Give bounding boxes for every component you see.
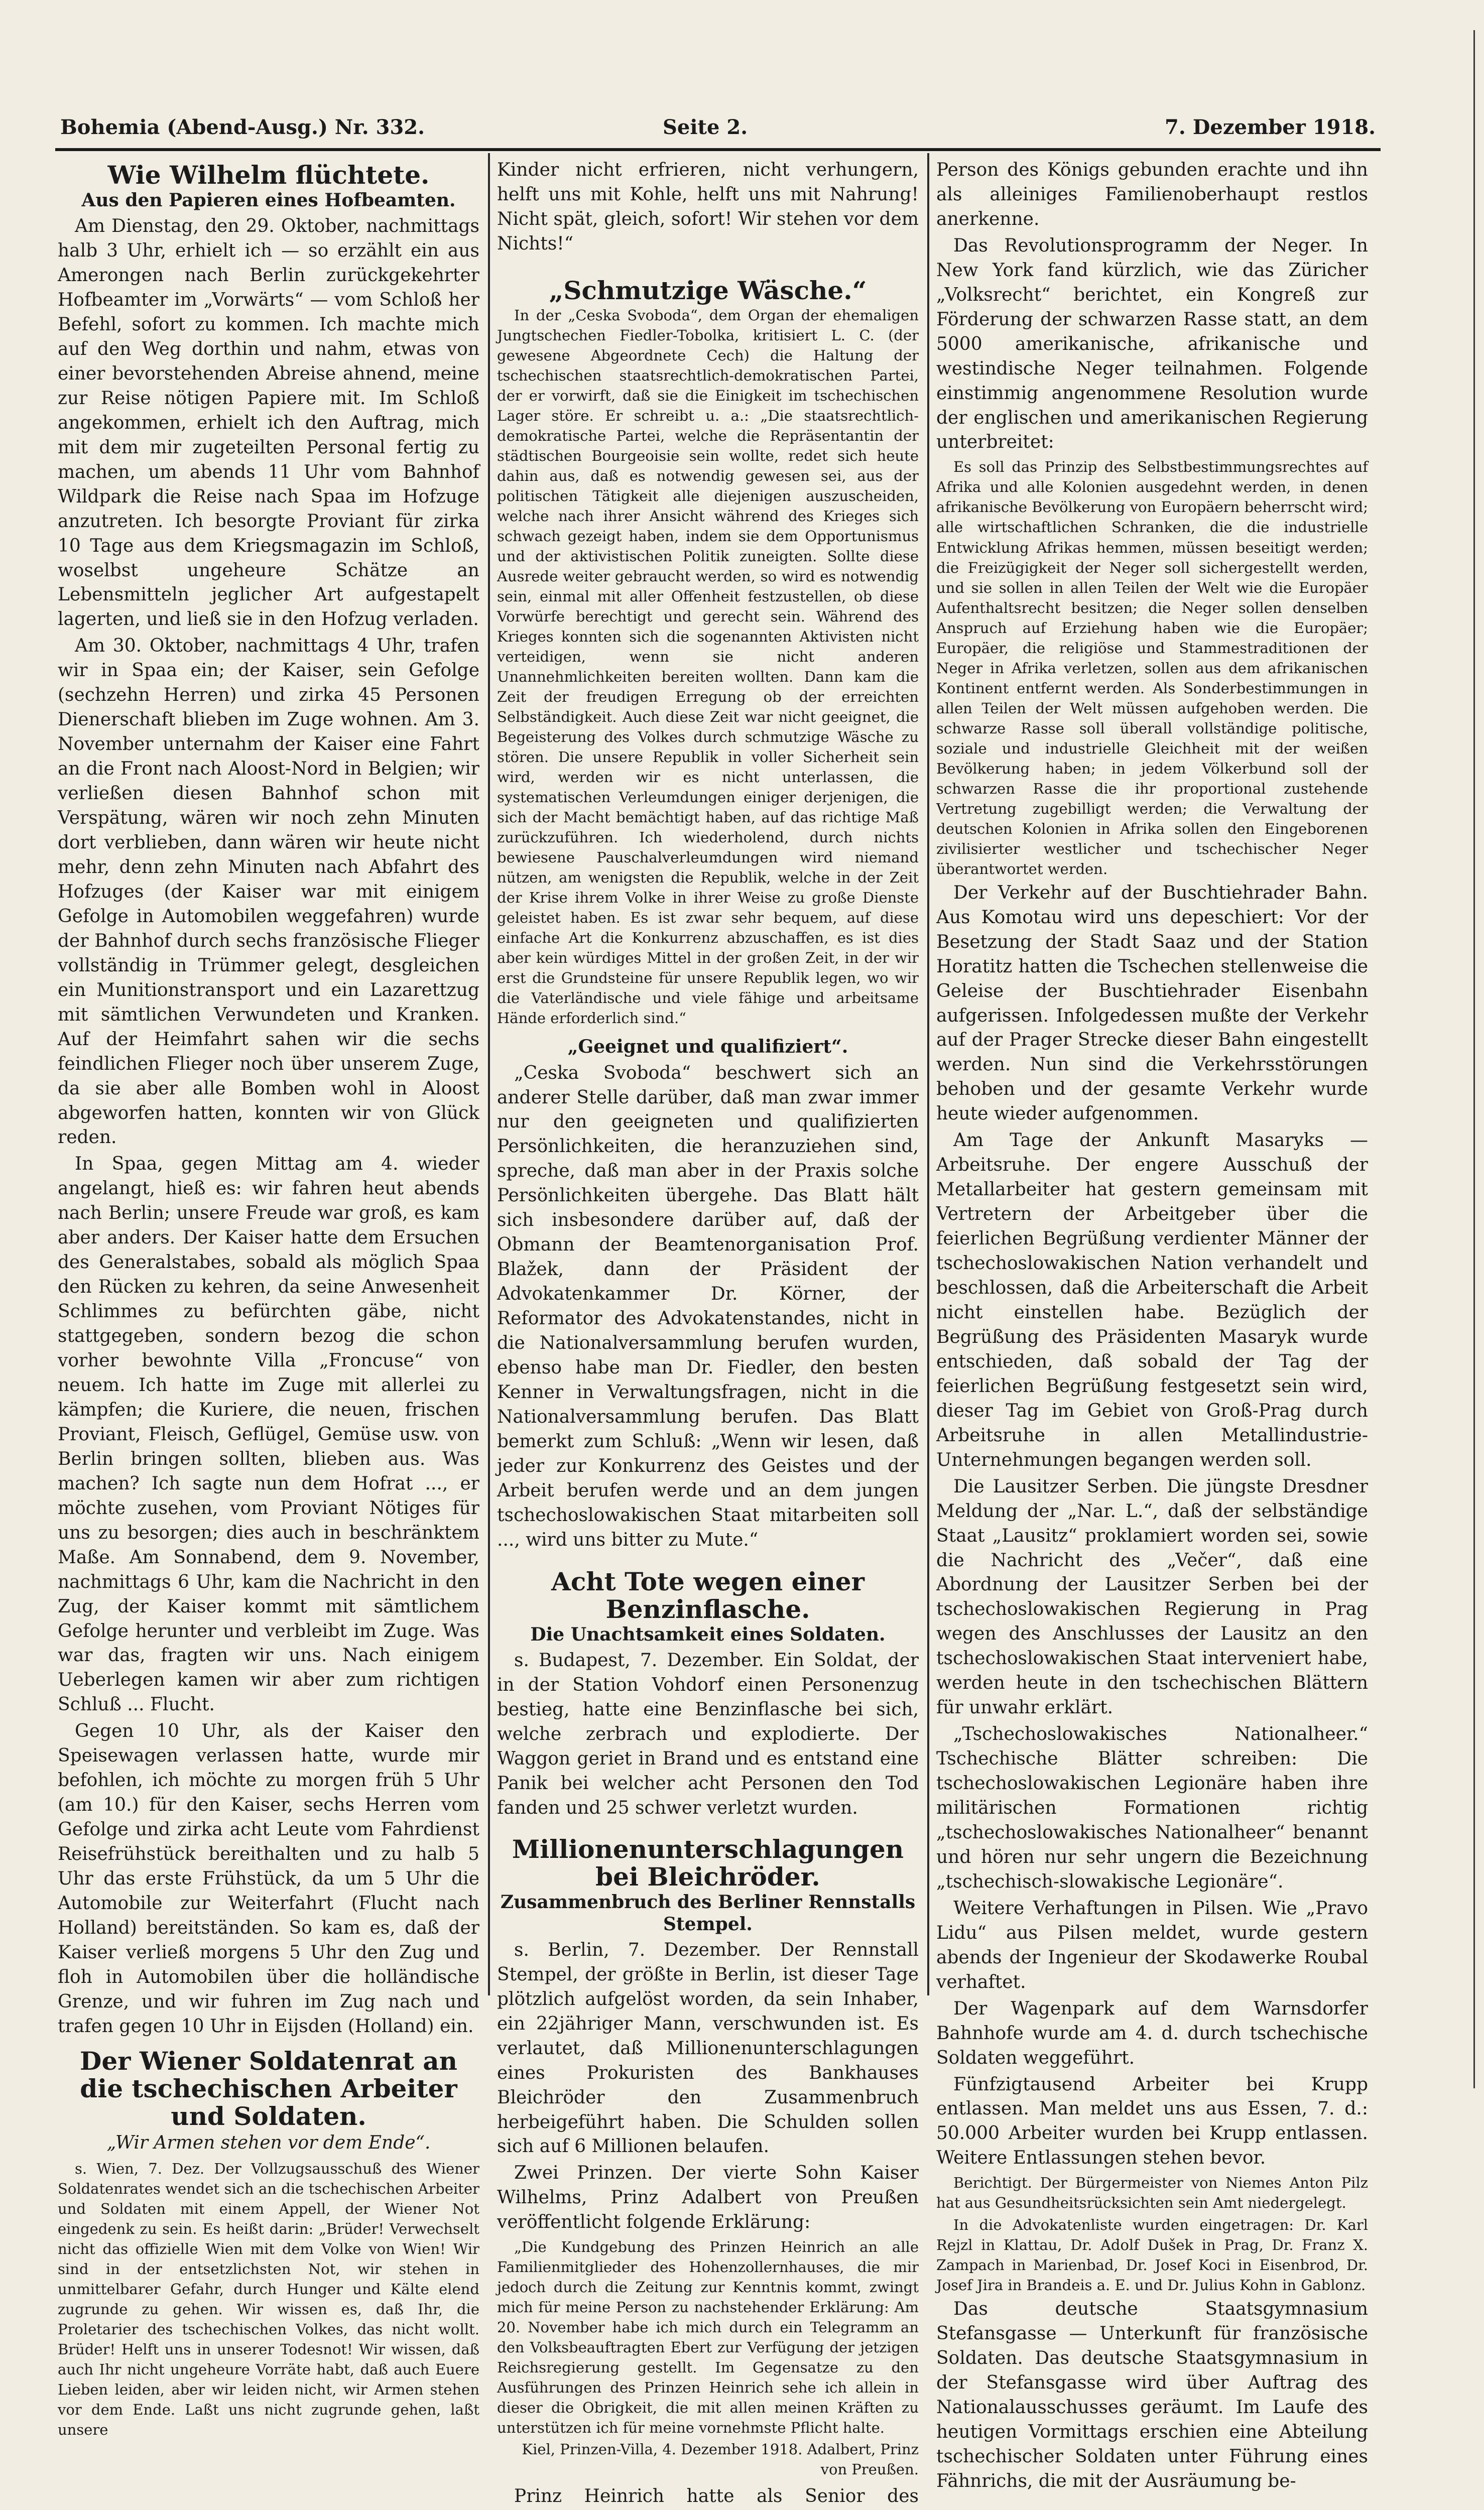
article-paragraph: Gegen 10 Uhr, als der Kaiser den Speisewagen verlassen hatte, wurde mir befohlen, ich möchte zu morgen früh 5 Uhr (am 10.) für den Kaiser, sechs Herren vom Gefolge und zirka acht Leute vom Fahrdienst Reisefrühstück bereithalten und zu halb 5 Uhr das erste Frühstück, da um 5 Uhr die Automobile zur Weiterfahrt (Flucht nach Holland) bereitständen. So kam es, daß der Kaiser verließ morgens 5 Uhr den Zug und floh in Automobilen über die holländische Grenze, und wir fuhren im Zug nach und trafen gegen 10 Uhr in Eijsden (Holland) ein. xyxy=(58,1721,479,2037)
header-date: 7. Dezember 1918. xyxy=(1165,115,1376,139)
article-paragraph: Es soll das Prinzip des Selbstbestimmungsrechtes auf Afrika und alle Kolonien ausgedehnt werden, in denen afrikanische Bevölkerung von Europäern beherrscht wird; alle wirtschaftlichen Schranken, die die industrielle Entwicklung Afrikas hemmen, müssen beseitigt werden; die Freizügigkeit der Neger soll sichergestellt werden, und sie sollen in allen Teilen der Welt wie die Europäer Aufenthaltsrecht besitzen; die Neger sollen denselben Anspruch auf Erziehung haben wie die Europäer; Europäer, die religiöse und Stammestraditionen der Neger in Afrika verletzen, sollen aus dem afrikanischen Kontinent entfernt werden. Als Sonderbestimmungen in allen Teilen der Welt müssen aufgehoben werden. Die schwarze Rasse soll überall vollständige politische, soziale und industrielle Gleichheit mit der weißen Bevölkerung haben; in jedem Völkerbund soll der schwarzen Rasse die ihr proportional zustehende Vertretung zugebilligt werden; die Verwaltung der deutschen Kolonien in Afrika sollen den Eingeborenen zivilisierter westlicher und tschechischer Neger überantwortet werden. xyxy=(936,458,1368,877)
article-paragraph: In die Advokatenliste wurden eingetragen: Dr. Karl Rejzl in Klattau, Dr. Adolf Dušek in Prag, Dr. Franz X. Zampach in Marienbad, Dr. Josef Koci in Eisenbrod, Dr. Josef Jira in Brandeis a. E. und Dr. Julius Kohn in Gablonz. xyxy=(936,2216,1368,2294)
article-subtitle-bleichroeder: Zusammenbruch des Berliner Rennstalls Stempel. xyxy=(500,1892,916,1935)
article-quote-soldatenrat: „Wir Armen stehen vor dem Ende“. xyxy=(106,2132,431,2153)
article-paragraph: Das Revolutionsprogramm der Neger. In New York fand kürzlich, wie das Züricher „Volksrecht“ berichtet, ein Kongreß zur Förderung der schwarzen Rasse statt, an dem 5000 amerikanische, afrikanische und westindische Neger teilnahmen. Folgende einstimmig angenommene Resolution wurde der englischen und amerikanischen Regierung unterbreitet: xyxy=(936,235,1368,453)
article-paragraph: „Ceska Svoboda“ beschwert sich an anderer Stelle darüber, daß man zwar immer nur den geeigneten und qualifizierten Persönlichkeiten, die heranzuziehen sind, spreche, daß man aber in der Praxis solche Persönlichkeiten übergehe. Das Blatt hält sich insbesondere darüber auf, daß der Obmann der Beamtenorganisation Prof. Blažek, dann der Präsident der Advokatenkammer Dr. Körner, der Reformator des Advokatenstandes, nicht in die Nationalversammlung berufen wurden, ebenso habe man Dr. Fiedler, den besten Kenner in Verwaltungsfragen, nicht in die Nationalversammlung berufen. Das Blatt bemerkt zum Schluß: „Wenn wir lesen, daß jeder zur Konkurrenz des Geistes und der Arbeit berufen werde und an dem jungen tschechoslowakischen Staat mitarbeiten soll ..., wird uns bitter zu Mute.“ xyxy=(497,1062,919,1550)
article-paragraph: Am Tage der Ankunft Masaryks — Arbeitsruhe. Der engere Ausschuß der Metallarbeiter hat gestern gemeinsam mit Vertretern der Arbeitgeber über die feierlichen Begrüßung verdienter Männer der tschechoslowakischen Nation verhandelt und beschlossen, daß die Arbeiterschaft die Arbeit nicht einstellen habe. Bezüglich der Begrüßung des Präsidenten Masaryk wurde entschieden, daß sobald der Tag der feierlichen Begrüßung festgesetzt sein wird, dieser Tag im Gebiet von Groß-Prag durch Arbeitsruhe in allen Metallindustrie-Unternehmungen begangen werden soll. xyxy=(936,1130,1368,1470)
page-header xyxy=(60,110,1376,146)
article-paragraph: Am 30. Oktober, nachmittags 4 Uhr, trafen wir in Spaa ein; der Kaiser, sein Gefolge (sechzehn Herren) und zirka 45 Personen Dienerschaft blieben im Zuge wohnen. Am 3. November unternahm der Kaiser eine Fahrt an die Front nach Aloost-Nord in Belgien; wir verließen diesen Bahnhof schon mit Verspätung, wären wir noch zehn Minuten dort verblieben, dann wären wir heute nicht mehr, denn zehn Minuten nach Abfahrt des Hofzuges (der Kaiser war mit einigem Gefolge in Automobilen weggefahren) wurde der Bahnhof durch sechs französische Flieger vollständig in Trümmer gelegt, desgleichen ein Munitionstransport und ein Lazarettzug mit sämtlichen Verwundeten und Kranken. Auf der Heimfahrt sahen wir die sechs feindlichen Flieger noch über unserem Zuge, da sie aber alle Bomben wohl in Aloost abgeworfen hatten, konnten wir von Glück reden. xyxy=(58,636,479,1148)
column-1 xyxy=(58,158,479,2438)
header-page-number: Seite 2. xyxy=(663,115,748,139)
article-title-benzinflasche: Acht Tote wegen einer Benzinflasche. xyxy=(551,1566,864,1624)
page-edge-rule xyxy=(1473,30,1475,2088)
article-paragraph: Fünfzigtausend Arbeiter bei Krupp entlassen. Man meldet uns aus Essen, 7. d.: 50.000 Arbeiter wurden bei Krupp entlassen. Weitere Entlassungen stehen bevor. xyxy=(936,2074,1368,2169)
article-title-bleichroeder: Millionenunterschlagungen bei Bleichröder. xyxy=(512,1834,904,1892)
article-title-waesche: „Schmutzige Wäsche.“ xyxy=(549,275,867,305)
article-paragraph: Person des Königs gebunden erachte und ihn als alleiniges Familienoberhaupt restlos anerkenne. xyxy=(936,160,1368,229)
article-paragraph: Die Lausitzer Serben. Die jüngste Dresdner Meldung der „Nar. L.“, daß der selbständige Staat „Lausitz“ proklamiert worden sei, sowie die Nachricht des „Večer“, daß eine Abordnung der Lausitzer Serben bei der tschechoslowakischen Regierung in Prag wegen des Anschlusses der Lausitz an den tschechoslowakischen Staat interveniert habe, werden heute in den tschechischen Blättern für unwahr erklärt. xyxy=(936,1476,1368,1718)
article-paragraph: Kinder nicht erfrieren, nicht verhungern, helft uns mit Kohle, helft uns mit Nahrung! Nicht spät, gleich, sofort! Wir stehen vor dem Nichts!“ xyxy=(497,160,919,254)
column-3 xyxy=(936,158,1368,2492)
article-paragraph: In der „Ceska Svoboda“, dem Organ der ehemaligen Jungtschechen Fiedler-Tobolka, kritisiert L. C. (der gewesene Abgeordnete Cech) die Haltung der tschechischen staatsrechtlich-demokratischen Partei, der er vorwirft, daß sie die Einigkeit im tschechischen Lager störe. Er schreibt u. a.: „Die staatsrechtlich-demokratische Partei, welche die Repräsentantin der städtischen Bourgeoisie sein wollte, redet sich heute dahin aus, daß es notwendig gewesen sei, aus der politischen Tätigkeit alle diejenigen auszuscheiden, welche nach ihrer Ansicht während des Krieges sich schwach gezeigt haben, indem sie dem Opportunismus und der aktivistischen Politik zuneigten. Sollte diese Ausrede weiter gebraucht werden, so wird es notwendig sein, einmal mit aller Offenheit festzustellen, ob diese Vorwürfe berechtigt und gerecht sein. Während des Krieges konnten sich die sogenannten Aktivisten nicht verteidigen, wenn sie nicht anderen Unannehmlichkeiten bereiten wollten. Dann kam die Zeit der freudigen Erregung ob der erreichten Selbständigkeit. Auch diese Zeit war nicht geeignet, die Begeisterung des Volkes durch schmutzige Wäsche zu stören. Die unsere Republik in voller Sicherheit sein wird, werden wir es nicht unterlassen, die systematischen Verleumdungen einiger derjenigen, die sich der Macht bemächtigt haben, auf das richtige Maß zurückzuführen. Ich wiederholend, durch nichts bewiesene Pauschalverleumdungen wird niemand nützen, am wenigsten die Republik, welche in der Zeit der Krise ihrem Volke in ihrer Weise zu große Dienste geleistet haben. Es ist zwar sehr bequem, auf diese einfache Art die Konkurrenz abzuschaffen, es ist dies aber kein würdiges Mittel in der großen Zeit, in der wir erst die Grundsteine für unsere Republik legen, wo wir die Vaterländische und viele fähige und arbeitsame Hände erforderlich sind.“ xyxy=(497,306,919,1027)
header-rule xyxy=(55,148,1381,151)
article-paragraph: Weitere Verhaftungen in Pilsen. Wie „Pravo Lidu“ aus Pilsen meldet, wurde gestern abends der Ingenieur der Skodawerke Roubal verhaftet. xyxy=(936,1898,1368,1992)
article-paragraph: Der Verkehr auf der Buschtiehrader Bahn. Aus Komotau wird uns depeschiert: Vor der Besetzung der Stadt Saaz und der Station Horatitz hatten die Tschechen stellenweise die Geleise der Buschtiehrader Eisenbahn aufgerissen. Infolgedessen mußte der Verkehr auf der Prager Strecke dieser Bahn eingestellt werden. Nun sind die Verkehrsstörungen behoben und der gesamte Verkehr wurde heute wieder aufgenommen. xyxy=(936,882,1368,1124)
article-paragraph: „Tschechoslowakisches Nationalheer.“ Tschechische Blätter schreiben: Die tschechoslowakischen Legionäre haben ihre militärischen Formationen richtig „tschechoslowakisches Nationalheer“ benannt und hören nur sehr ungern die Bezeichnung „tschechisch-slowakische Legionäre“. xyxy=(936,1724,1368,1892)
article-paragraph: Der Wagenpark auf dem Warnsdorfer Bahnhofe wurde am 4. d. durch tschechische Soldaten weggeführt. xyxy=(936,1998,1368,2068)
column-divider-1 xyxy=(488,153,490,1995)
article-paragraph: In Spaa, gegen Mittag am 4. wieder angelangt, hieß es: wir fahren heut abends nach Berlin; unsere Freude war groß, es kam aber anders. Der Kaiser hatte dem Ersuchen des Generalstabes, sobald als möglich Spaa den Rücken zu kehren, da seine Anwesenheit Schlimmes zu befürchten gäbe, nicht stattgegeben, sondern bezog die schon vorher bewohnte Villa „Froncuse“ von neuem. Ich hatte im Zuge mit allerlei zu kämpfen; die Kuriere, die neuen, frischen Proviant, Fleisch, Geflügel, Gemüse usw. von Berlin bringen sollten, blieben aus. Was machen? Ich sagte nun dem Hofrat ..., er möchte zusehen, vom Proviant Nötiges für uns zu besorgen; dies auch in beschränktem Maße. Am Sonnabend, dem 9. November, nachmittags 6 Uhr, kam die Nachricht in den Zug, der Kaiser kommt mit sämtlichem Gefolge herunter und verbleibt im Zuge. Was war das, fragten wir uns. Nach einigem Ueberlegen kamen wir aber zum richtigen Schluß ... Flucht. xyxy=(58,1154,479,1715)
article-subtitle-wilhelm: Aus den Papieren eines Hofbeamten. xyxy=(81,190,456,211)
article-paragraph: s. Budapest, 7. Dezember. Ein Soldat, der in der Station Vohdorf einen Personenzug bestieg, hatte eine Benzinflasche bei sich, welche zerbrach und explodierte. Der Waggon geriet in Brand und es entstand eine Panik bei welcher acht Personen den Tod fanden und 25 schwer verletzt wurden. xyxy=(497,1650,919,1818)
article-paragraph: Das deutsche Staatsgymnasium Stefansgasse — Unterkunft für französische Soldaten. Das deutsche Staatsgymnasium in der Stefansgasse wird über Auftrag des Nationalausschusses geräumt. Im Laufe des heutigen Vormittags erschien eine Abteilung tschechischer Soldaten unter Führung eines Fähnrichs, die mit der Ausräumung be- xyxy=(936,2299,1368,2492)
article-title-geeignet: „Geeignet und qualifiziert“. xyxy=(567,1036,848,1058)
article-subtitle-benzinflasche: Die Unachtsamkeit eines Soldaten. xyxy=(530,1623,886,1645)
article-title-soldatenrat: Der Wiener Soldatenrat an die tschechischen Arbeiter und Soldaten. xyxy=(80,2046,457,2131)
article-paragraph: „Die Kundgebung des Prinzen Heinrich an alle Familienmitglieder des Hohenzollernhauses, die mir jedoch durch die Zeitung zur Kenntnis kommt, zwingt mich für meine Person zu nachstehender Erklärung: Am 20. November habe ich mich durch ein Telegramm an den Volksbeauftragten Ebert zur Verfügung der jetzigen Reichsregierung gestellt. Im Gegensatze zu den Ausführungen des Prinzen Heinrich sehe ich allein in dieser die Obrigkeit, die mit allen meinen Kräften zu unterstützen ich für meine vornehmste Pflicht halte. xyxy=(497,2238,919,2437)
header-masthead: Bohemia (Abend-Ausg.) Nr. 332. xyxy=(60,115,425,139)
column-2 xyxy=(497,158,919,2507)
article-title-wilhelm: Wie Wilhelm flüchtete. xyxy=(107,160,430,190)
column-divider-2 xyxy=(927,153,929,1995)
article-paragraph: s. Berlin, 7. Dezember. Der Rennstall Stempel, der größte in Berlin, ist dieser Tage plötzlich aufgelöst worden, da sein Inhaber, ein 22jähriger Mann, verschwunden ist. Es verlautet, daß Millionenunterschlagungen eines Prokuristen des Bankhauses Bleichröder den Zusammenbruch herbeigeführt haben. Die Schulden sollen sich auf 6 Millionen belaufen. xyxy=(497,1939,919,2157)
article-signature: Kiel, Prinzen-Villa, 4. Dezember 1918. Adalbert, Prinz von Preußen. xyxy=(522,2441,919,2478)
article-paragraph: Zwei Prinzen. Der vierte Sohn Kaiser Wilhelms, Prinz Adalbert von Preußen veröffentlicht folgende Erklärung: xyxy=(497,2163,919,2233)
article-paragraph: Prinz Heinrich hatte als Senior des xyxy=(514,2486,919,2507)
article-paragraph: Am Dienstag, den 29. Oktober, nachmittags halb 3 Uhr, erhielt ich — so erzählt ein aus Amerongen nach Berlin zurückgekehrter Hofbeamter im „Vorwärts“ — vom Schloß her Befehl, sofort zu kommen. Ich machte mich auf den Weg dorthin und nahm, etwas von einer bevorstehenden Abreise ahnend, meine zur Reise nötigen Papiere mit. Im Schloß angekommen, erhielt ich den Auftrag, mich mit dem mir zugeteilten Personal fertig zu machen, um abends 11 Uhr vom Bahnhof Wildpark die Reise nach Spaa im Hofzuge anzutreten. Ich besorgte Proviant für zirka 10 Tage aus dem Kriegsmagazin im Schloß, woselbst ungeheure Schätze an Lebensmitteln jeglicher Art aufgestapelt lagerten, und ließ sie in den Hofzug verladen. xyxy=(58,216,479,630)
article-paragraph: s. Wien, 7. Dez. Der Vollzugsausschuß des Wiener Soldatenrates wendet sich an die tschechischen Arbeiter und Soldaten mit einem Appell, der Wiener Not eingedenk zu sein. Es heißt darin: „Brüder! Verwechselt nicht das offizielle Wien mit dem Volke von Wien! Wir sind in der entsetzlichsten Not, wir stehen in unmittelbarer Gefahr, durch Hunger und Kälte elend zugrunde zu gehen. Wir wissen es, daß Ihr, die Proletarier des tschechischen Volkes, das nicht wollt. Brüder! Helft uns in unserer Todesnot! Wir wissen, daß auch Ihr nicht ungeheure Vorräte habt, daß auch Euere Lieben leiden, aber wir leiden nicht, wir Armen stehen vor dem Ende. Laßt uns nicht zugrunde gehen, laßt unsere xyxy=(58,2160,479,2438)
article-paragraph: Berichtigt. Der Bürgermeister von Niemes Anton Pilz hat aus Gesundheitsrücksichten sein Amt niedergelegt. xyxy=(936,2174,1368,2212)
